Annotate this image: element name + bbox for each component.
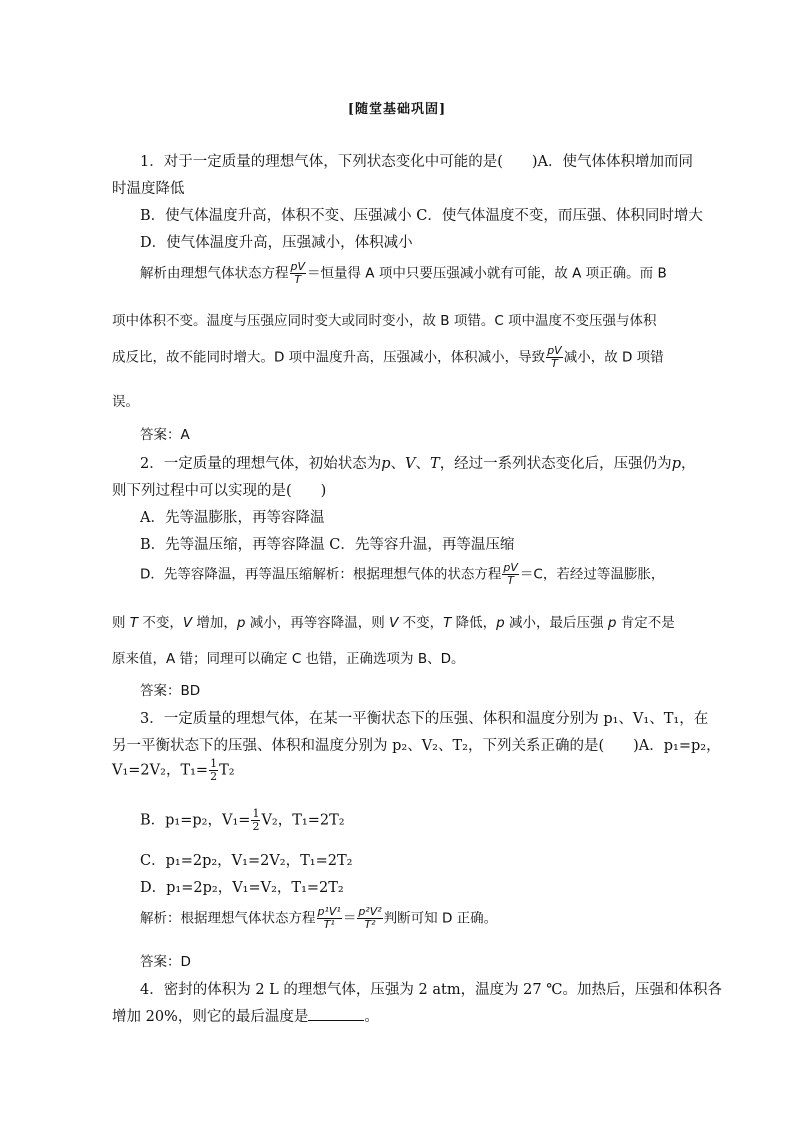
q2-exp-f: 降低， [451, 615, 497, 631]
q3-half-num: 1 [210, 757, 218, 770]
q2-exp-var-p-2: p [496, 615, 505, 631]
q4-stem-line2 [112, 1005, 379, 1026]
q2-stem-part1: 2．一定质量的理想气体，初始状态为 [140, 456, 382, 472]
q2-var-v: V [405, 456, 416, 472]
q3-optb-half-num: 1 [252, 807, 260, 820]
q1-exp-rest: ＝恒量得 A 项中只要压强减小就有可能，故 A 项正确。而 B [307, 265, 667, 282]
q2-eq-c: ＝C [519, 566, 543, 583]
q4-stem-pre: 增加 20%，则它的最后温度是 [112, 1009, 309, 1025]
q1-frac-num: pV [290, 260, 306, 273]
q2-stem-line2: 则下列过程中可以实现的是( ) [112, 483, 327, 499]
q2-exp-a: 则 [112, 615, 130, 631]
q2-stem-line1 [140, 452, 695, 473]
q2-sep-2: 、 [415, 456, 431, 472]
q2-exp-var-p: p [236, 615, 246, 631]
q1-fraction-pv-t [290, 261, 307, 286]
q2-exp-var-t: T [129, 615, 139, 631]
q1-explanation-line1 [140, 261, 667, 286]
q1-frac-den: T [294, 273, 302, 286]
q3-optb-1: B．p₁=p₂，V₁= [140, 812, 251, 829]
q2-exp-d: 减小，再等容降温，则 [245, 615, 390, 631]
q1-options-bc: B．使气体温度升高，体积不变、压强减小 C．使气体温度不变，而压强、体积同时增大 [140, 208, 703, 224]
q4-stem-post: 。 [364, 1009, 379, 1025]
q3-fraction-left [317, 906, 342, 931]
q1-frac2-den: T [551, 357, 558, 370]
q1-stem-line1: 1．对于一定质量的理想气体，下列状态变化中可能的是( )A．使气体体积增加而同 [140, 154, 694, 170]
q1-explanation-line2: 项中体积不变。温度与压强应同时变大或同时变小，故 B 项错。C 项中温度不变压强与体积 [112, 313, 657, 329]
q1-stem-line2: 时温度降低 [112, 181, 185, 197]
q3-answer: 答案：D [140, 954, 191, 970]
q3-frac1-den: T¹ [323, 918, 335, 931]
q2-var-p-2: p [671, 456, 681, 472]
section-title: [随堂基础巩固] [347, 102, 447, 117]
q3-stem-line2: 另一平衡状态下的压强、体积和温度分别为 p₂、V₂、T₂，下列关系正确的是( )A．p₁=p₂， [112, 738, 721, 754]
q2-stem-part3: ， [680, 456, 696, 472]
q2-answer: 答案：BD [140, 683, 201, 699]
q2-fraction-pv-t [502, 562, 519, 587]
q3-exp-post: 判断可知 D 正确。 [383, 910, 498, 927]
q2-exp-var-t-2: T [443, 615, 452, 631]
q2-exp-var-v: V [182, 615, 193, 631]
q1-exp3-post: 减小，故 D 项错 [563, 349, 664, 366]
q2-option-d-explanation [140, 562, 664, 587]
q2-explanation-line3: 原来值，A 错；同理可以确定 C 也错，正确选项为 B、D。 [112, 651, 465, 667]
q3-optb-fraction-half [251, 808, 260, 833]
q1-explanation-line4: 误。 [112, 394, 139, 410]
q3-stem-c2: T₂ [219, 762, 235, 779]
q2-explanation-line2 [112, 611, 675, 631]
q2-exp-var-v-2: V [389, 615, 399, 631]
q3-exp-pre: 解析：根据理想气体状态方程 [140, 910, 316, 927]
q1-fraction-pv-t-2 [546, 345, 563, 370]
q3-fraction-half [209, 758, 218, 783]
q2-frac-num: pV [503, 561, 518, 574]
q4-stem-line1: 4．密封的体积为 2 L 的理想气体，压强为 2 atm，温度为 27 ℃。加热后，压强和体积各 [140, 982, 722, 998]
q3-stem-c1: V₁=2V₂，T₁= [112, 762, 209, 779]
q3-stem-line1: 3．一定质量的理想气体，在某一平衡状态下的压强、体积和温度分别为 p₁、V₁、T₁，在 [140, 711, 709, 727]
q3-eq: ＝ [342, 910, 357, 927]
q1-exp3-pre: 成反比，故不能同时增大。D 项中温度升高，压强减小，体积减小，导致 [112, 349, 546, 366]
q2-exp-var-p-3: p [607, 615, 617, 631]
q3-half-den: 2 [210, 770, 218, 783]
q2-exp-b: 不变， [138, 615, 183, 631]
q3-optb-2: V₂，T₁=2T₂ [261, 812, 345, 829]
q1-frac2-num: pV [547, 344, 562, 357]
q2-exp-c: 增加， [192, 615, 237, 631]
q2-frac-den: T [507, 574, 515, 587]
q2-exp-h: 肯定不是 [616, 615, 675, 631]
q1-explanation-line3 [112, 345, 664, 370]
q3-optb-half-den: 2 [252, 820, 260, 833]
q3-frac1-num: p¹V¹ [317, 905, 341, 918]
q2-exp-e: 不变， [398, 615, 444, 631]
q2-var-p: p [381, 456, 391, 472]
q3-option-c: C．p₁=2p₂，V₁=2V₂，T₁=2T₂ [140, 853, 353, 869]
q3-explanation [140, 906, 497, 931]
q3-frac2-num: p²V² [358, 905, 382, 918]
q2-var-t: T [430, 456, 440, 472]
q3-fraction-right [357, 906, 382, 931]
q3-stem-line3 [112, 758, 235, 783]
q2-stem-part2: ，经过一系列状态变化后，压强仍为 [439, 456, 672, 472]
q2-optd-pre: D．先等容降温，再等温压缩解析：根据理想气体的状态方程 [140, 566, 502, 583]
q2-options-bc: B．先等温压缩，再等容降温 C．先等容升温，再等温压缩 [140, 537, 515, 553]
q3-option-b [140, 808, 345, 833]
q3-frac2-den: T² [364, 918, 376, 931]
q2-exp-g: 减小，最后压强 [504, 615, 608, 631]
q2-optd-post: ，若经过等温膨胀， [542, 566, 665, 583]
q2-sep-1: 、 [390, 456, 406, 472]
q1-answer: 答案：A [140, 427, 190, 443]
q2-option-a: A．先等温膨胀，再等容降温 [140, 510, 325, 526]
q4-answer-blank[interactable] [308, 1008, 364, 1021]
q3-option-d: D．p₁=2p₂，V₁=V₂，T₁=2T₂ [140, 880, 344, 896]
q1-option-d: D．使气体温度升高，压强减小，体积减小 [140, 235, 413, 251]
q1-exp-prefix: 解析由理想气体状态方程 [140, 265, 289, 282]
